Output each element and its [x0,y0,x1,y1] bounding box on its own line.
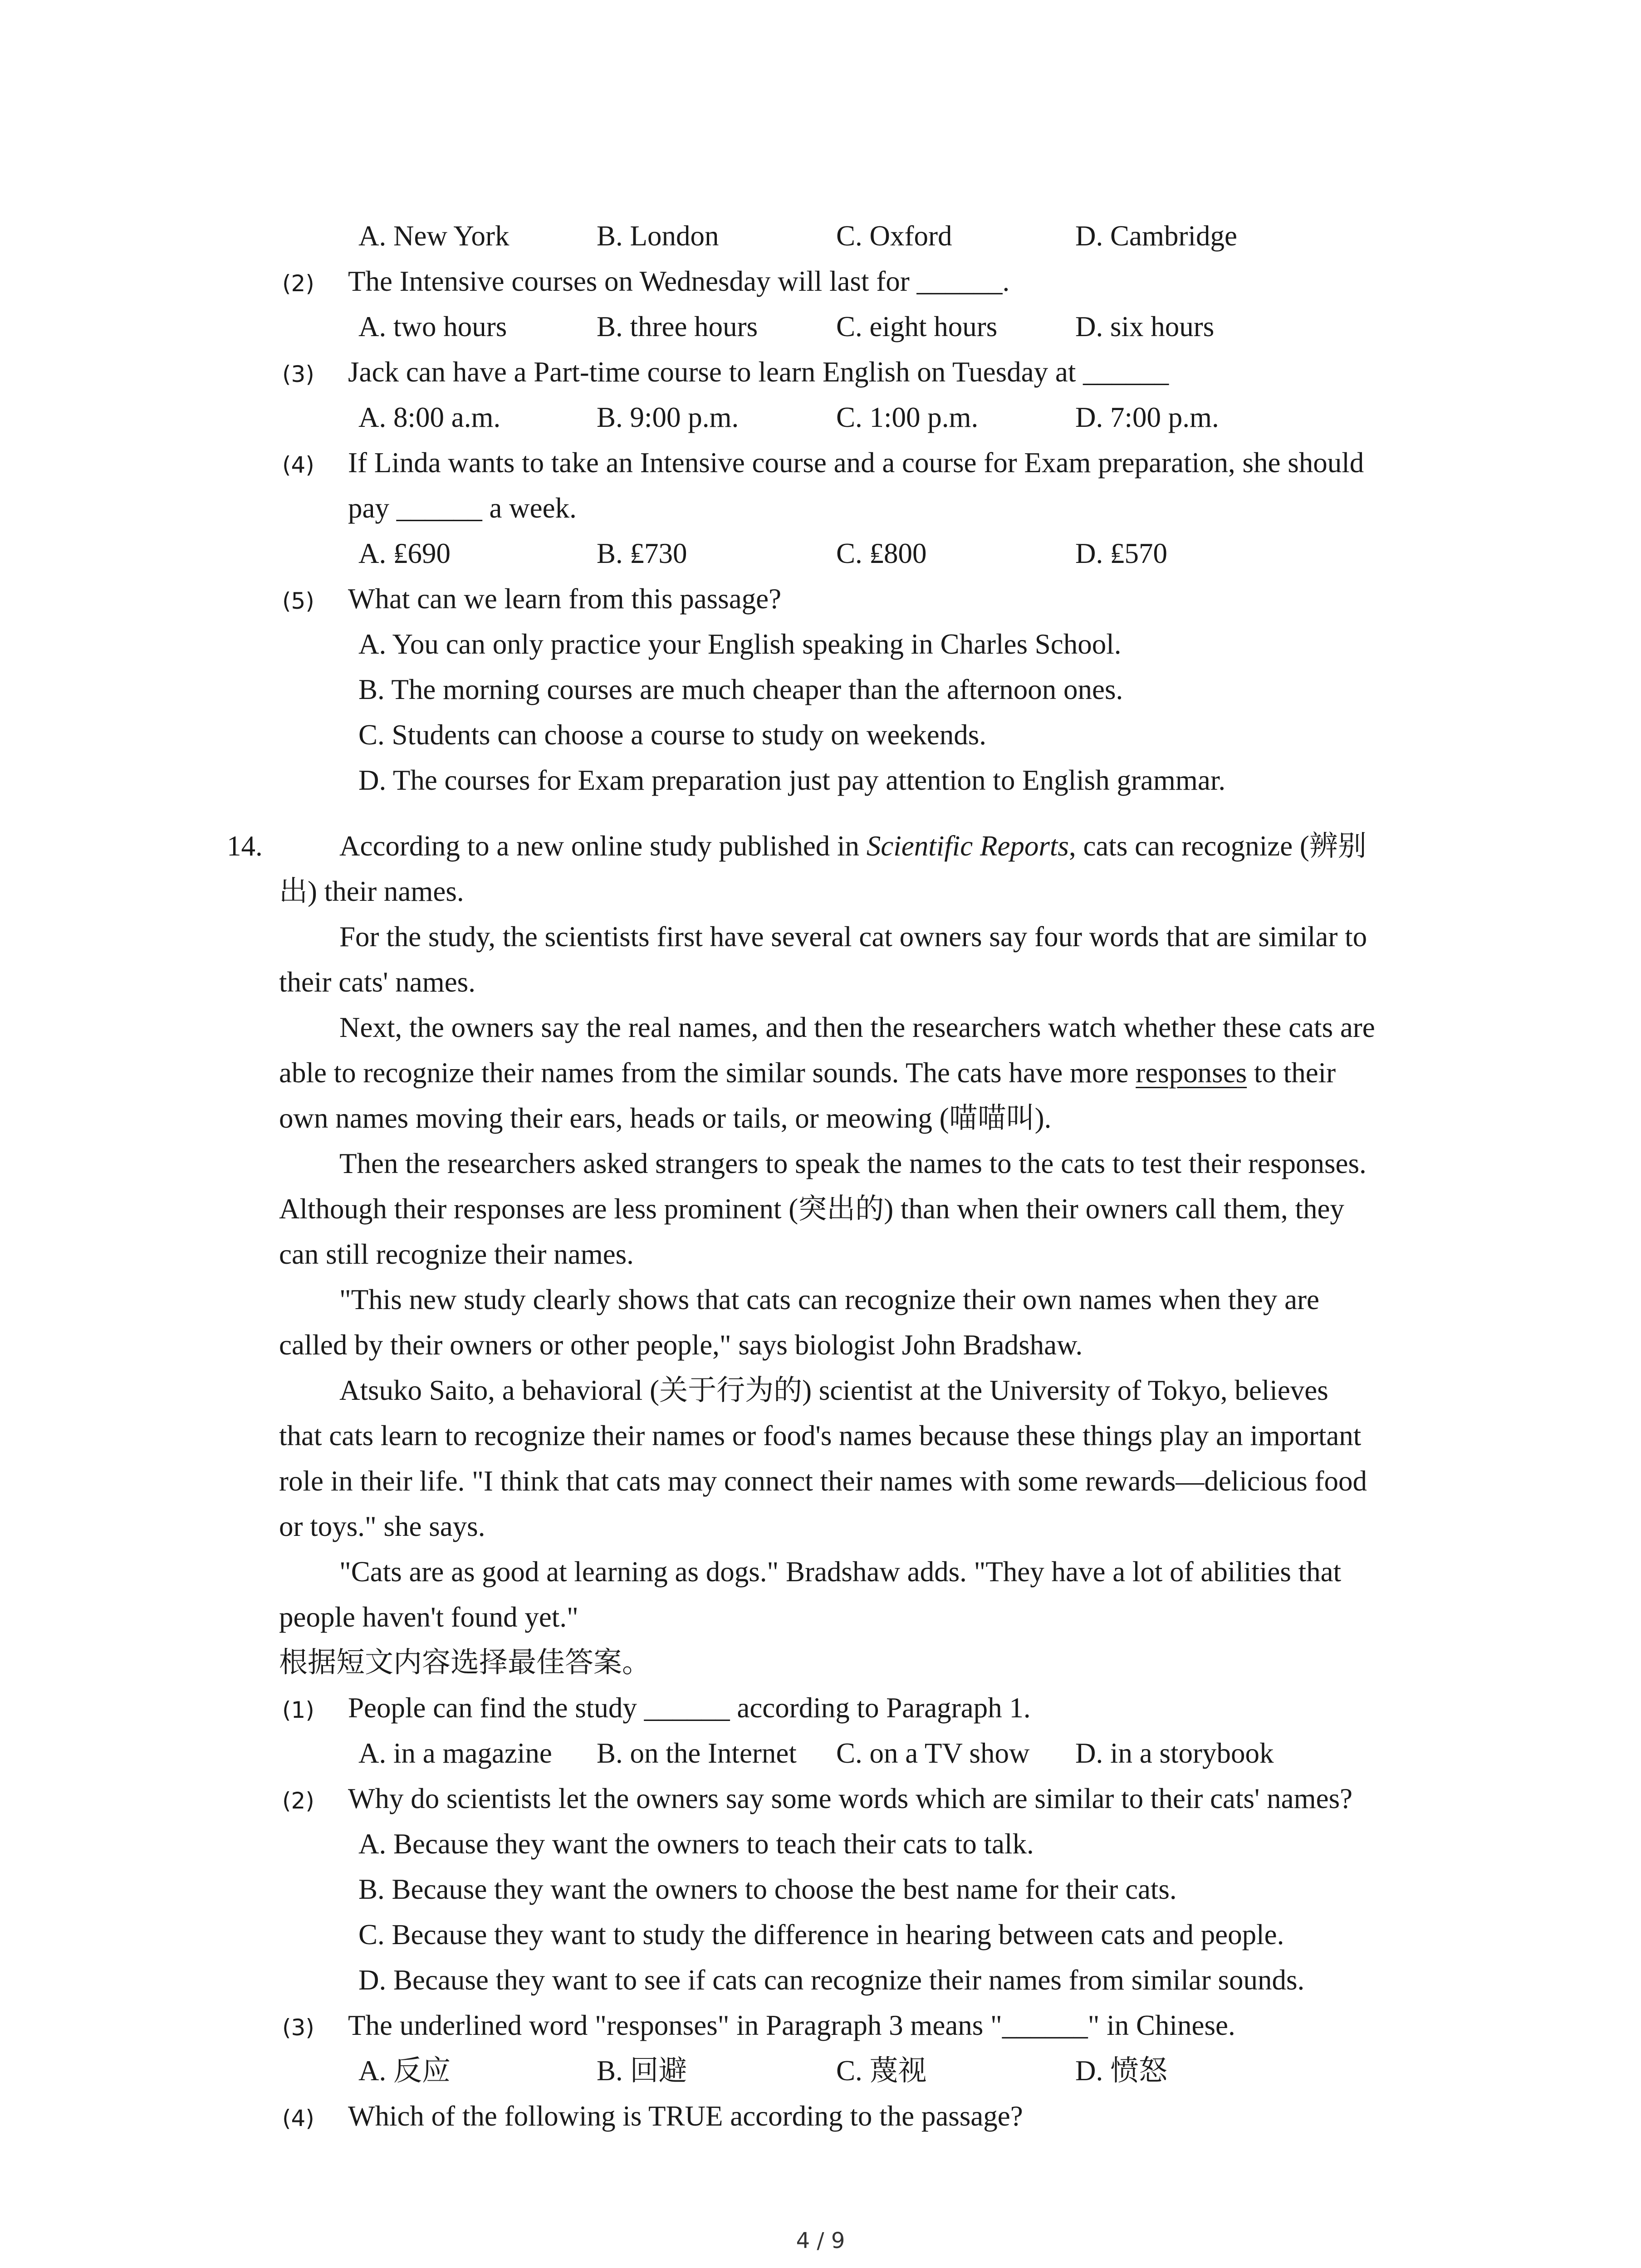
passage-p1-line1 [339,823,1367,869]
passage-p6-line4: or toys." she says. [279,1510,485,1542]
q13-1-option-b: B. London [597,220,719,252]
passage-p2-line1: For the study, the scientists first have several cat owners say four words that are similar to [339,921,1367,953]
passage-p6-line2: that cats learn to recognize their names or food's names because these things play an important [279,1420,1362,1452]
q14-1-option-c: C. on a TV show [836,1737,1030,1769]
passage-p7-line2: people haven't found yet." [279,1601,578,1633]
page-number: 4 / 9 [796,2228,845,2253]
passage-p3-line2 [279,1050,1336,1096]
q13-2-option-b: B. three hours [597,311,758,342]
q13-3-option-c: C. 1:00 p.m. [836,401,979,433]
q13-2-text: The Intensive courses on Wednesday will last for ______. [348,265,1010,297]
q13-1-option-a: A. New York [358,220,509,252]
q14-2-text: Why do scientists let the owners say some words which are similar to their cats' names? [348,1783,1353,1814]
passage-text: to their [1247,1057,1336,1089]
q13-2-option-d: D. six hours [1075,311,1215,342]
passage-p1-line2: 出) their names. [279,875,464,907]
q14-1-text: People can find the study ______ according to Paragraph 1. [348,1692,1031,1724]
q13-5-option-d: D. The courses for Exam preparation just pay attention to English grammar. [358,764,1226,796]
q13-5-option-a: A. You can only practice your English speaking in Charles School. [358,628,1122,660]
q14-1-option-d: D. in a storybook [1075,1737,1274,1769]
q13-3-text: Jack can have a Part-time course to learn English on Tuesday at ______ [348,356,1169,388]
q13-5-option-c: C. Students can choose a course to study on weekends. [358,719,986,751]
journal-title: Scientific Reports [866,830,1069,862]
q14-3-option-b: B. 回避 [597,2055,687,2087]
passage-p6-line3: role in their life. "I think that cats may connect their names with some rewards—delicious food [279,1465,1367,1497]
passage-p2-line2: their cats' names. [279,966,475,998]
q13-4-text-line2: pay ______ a week. [348,492,577,524]
q13-3-option-a: A. 8:00 a.m. [358,401,501,433]
q13-3-option-d: D. 7:00 p.m. [1075,401,1219,433]
underlined-word: responses [1136,1057,1247,1089]
q13-4-number: (4) [282,452,314,478]
q14-2-option-c: C. Because they want to study the difference in hearing between cats and people. [358,1919,1284,1950]
q13-5-option-b: B. The morning courses are much cheaper than the afternoon ones. [358,674,1123,705]
q13-4-option-d: D. ₤570 [1075,538,1167,569]
q13-4-text-line1: If Linda wants to take an Intensive course and a course for Exam preparation, she should [348,447,1364,479]
passage-p7-line1: "Cats are as good at learning as dogs." Bradshaw adds. "They have a lot of abilities that [339,1556,1342,1588]
q14-2-option-d: D. Because they want to see if cats can recognize their names from similar sounds. [358,1964,1305,1996]
q14-4-number: (4) [282,2105,314,2131]
passage-text: able to recognize their names from the similar sounds. The cats have more [279,1057,1136,1089]
q13-2-number: (2) [282,270,314,297]
q13-5-number: (5) [282,588,314,614]
passage-text: , cats can recognize (辨别 [1068,830,1367,862]
q13-4-option-a: A. ₤690 [358,538,451,569]
q14-number: 14. [227,830,263,862]
q13-2-option-a: A. two hours [358,311,507,342]
q14-3-option-a: A. 反应 [358,2055,451,2087]
q13-3-option-b: B. 9:00 p.m. [597,401,739,433]
q14-2-option-a: A. Because they want the owners to teach their cats to talk. [358,1828,1034,1860]
passage-p6-line1: Atsuko Saito, a behavioral (关于行为的) scientist at the University of Tokyo, believes [339,1374,1328,1406]
passage-p4-line3: can still recognize their names. [279,1238,634,1270]
q14-2-option-b: B. Because they want the owners to choose the best name for their cats. [358,1873,1177,1905]
q13-4-option-c: C. ₤800 [836,538,927,569]
q14-3-number: (3) [282,2014,314,2041]
q13-1-option-c: C. Oxford [836,220,952,252]
q14-1-option-b: B. on the Internet [597,1737,797,1769]
q13-5-text: What can we learn from this passage? [348,583,782,615]
q14-2-number: (2) [282,1788,314,1814]
q13-4-option-b: B. ₤730 [597,538,687,569]
q14-4-text: Which of the following is TRUE according to the passage? [348,2100,1023,2132]
q14-1-option-a: A. in a magazine [358,1737,552,1769]
passage-text: According to a new online study published in [339,830,867,862]
passage-p3-line1: Next, the owners say the real names, and then the researchers watch whether these cats are [339,1012,1375,1043]
passage-p4-line1: Then the researchers asked strangers to speak the names to the cats to test their responses. [339,1148,1367,1179]
instruction: 根据短文内容选择最佳答案。 [279,1647,651,1678]
q14-3-option-d: D. 愤怒 [1075,2055,1167,2087]
q13-2-option-c: C. eight hours [836,311,998,342]
q14-3-text: The underlined word "responses" in Paragraph 3 means "______" in Chinese. [348,2009,1235,2041]
passage-p3-line3: own names moving their ears, heads or tails, or meowing (喵喵叫). [279,1102,1052,1134]
q14-3-option-c: C. 蔑视 [836,2055,927,2087]
q13-3-number: (3) [282,361,314,387]
passage-p4-line2: Although their responses are less prominent (突出的) than when their owners call them, they [279,1193,1344,1225]
q14-1-number: (1) [282,1697,314,1723]
passage-p5-line1: "This new study clearly shows that cats can recognize their own names when they are [339,1284,1319,1315]
passage-p5-line2: called by their owners or other people," says biologist John Bradshaw. [279,1329,1083,1361]
q13-1-option-d: D. Cambridge [1075,220,1237,252]
